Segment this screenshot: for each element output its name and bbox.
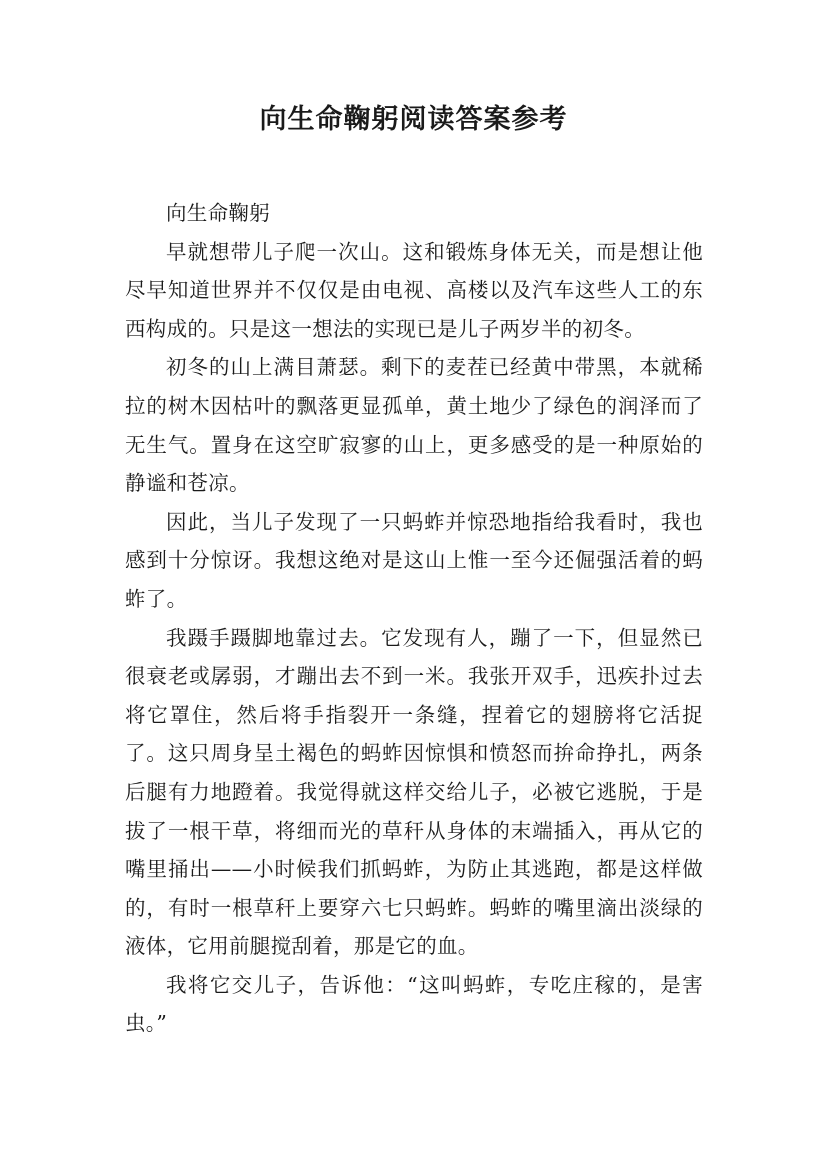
body-paragraph: 早就想带儿子爬一次山。这和锻炼身体无关，而是想让他尽早知道世界并不仅仅是由电视、高楼以及汽车这些人工的东西构成的。只是这一想法的实现已是儿子两岁半的初冬。 xyxy=(125,239,703,341)
document-title: 向生命鞠躬阅读答案参考 xyxy=(259,104,568,135)
body-paragraph: 我蹑手蹑脚地靠过去。它发现有人，蹦了一下，但显然已很衰老或孱弱，才蹦出去不到一米。我张开双手，迅疾扑过去将它罩住，然后将手指裂开一条缝，捏着它的翅膀将它活捉了。这只周身呈土褐色的蚂蚱因惊惧和愤怒而拚命挣扎，两条后腿有力地蹬着。我觉得就这样交给儿子，必被它逃脱，于是拔了一根干草，将细而光的草秆从身体的末端插入，再从它的嘴里捅出——小时候我们抓蚂蚱，为防止其逃跑，都是这样做的，有时一根草秆上要穿六七只蚂蚱。蚂蚱的嘴里滴出淡绿的液体，它用前腿搅刮着，那是它的血。 xyxy=(125,625,703,959)
subtitle-paragraph: 向生命鞠躬 xyxy=(166,201,270,225)
body-paragraph: 因此，当儿子发现了一只蚂蚱并惊恐地指给我看时，我也感到十分惊讶。我想这绝对是这山上惟一至今还倔强活着的蚂蚱了。 xyxy=(125,509,703,611)
body-paragraph: 我将它交儿子，告诉他：“这叫蚂蚱，专吃庄稼的，是害虫。” xyxy=(125,972,703,1036)
document-body xyxy=(125,194,703,1043)
body-paragraph: 初冬的山上满目萧瑟。剩下的麦茬已经黄中带黑，本就稀拉的树木因枯叶的飘落更显孤单，黄土地少了绿色的润泽而了无生气。置身在这空旷寂寥的山上，更多感受的是一种原始的静谧和苍凉。 xyxy=(125,355,703,496)
